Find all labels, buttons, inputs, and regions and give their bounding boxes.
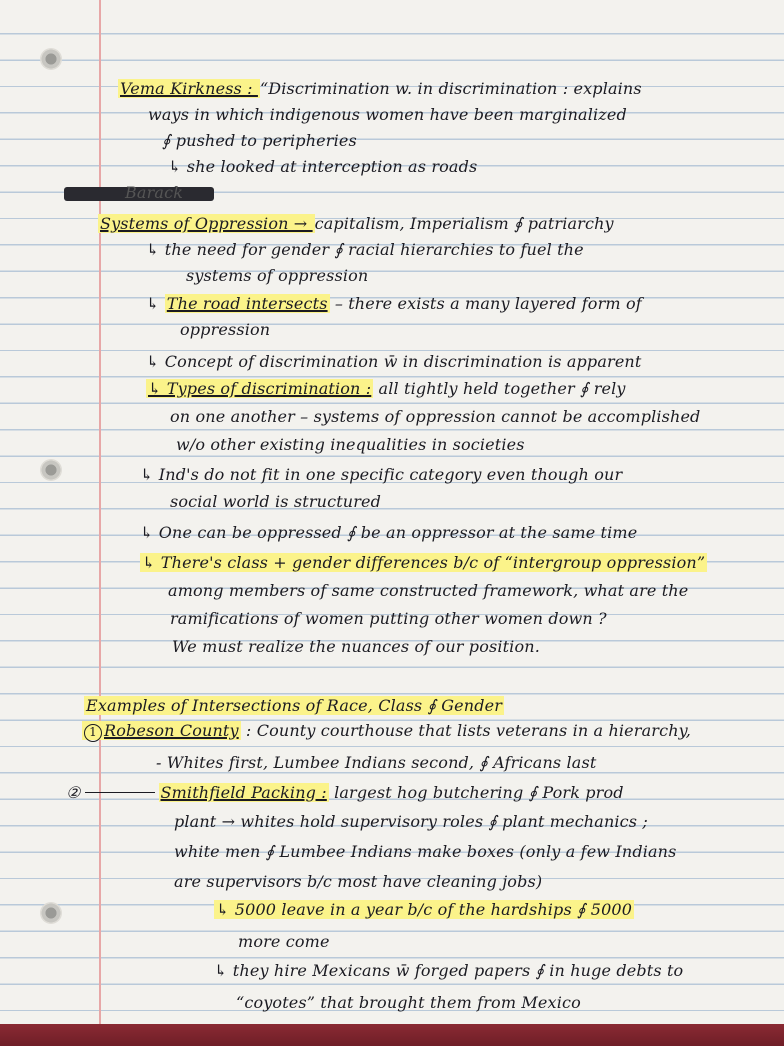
punch-hole <box>40 459 62 481</box>
note-line: ↳ the need for gender ∮ racial hierarchies to fuel the <box>146 240 584 259</box>
note-line: systems of oppression <box>186 266 369 285</box>
note-line: among members of same constructed framework, what are the <box>168 581 689 600</box>
note-line: We must realize the nuances of our position. <box>172 637 540 656</box>
highlighted-term: ↳ Types of discrimination : <box>148 379 372 398</box>
crossed-word: Barack <box>125 183 184 202</box>
note-line: are supervisors b/c most have cleaning jobs) <box>174 872 543 891</box>
note-line: ↳ Ind's do not fit in one specific category even though our <box>140 465 623 484</box>
item-number: ② <box>66 783 81 802</box>
note-line: “coyotes” that brought them from Mexico <box>236 993 581 1012</box>
highlighted-sentence: ↳ 5000 leave in a year b/c of the hardships ∮ 5000 <box>216 900 633 919</box>
pointer-line <box>85 792 155 793</box>
note-line: - Whites first, Lumbee Indians second, ∮ Africans last <box>156 753 597 772</box>
highlighted-term: 1 Robeson County <box>82 721 241 740</box>
note-line <box>140 552 707 574</box>
item-number: 1 <box>84 724 102 742</box>
note-line: social world is structured <box>170 492 382 511</box>
note-line: on one another – systems of oppression cannot be accomplished <box>170 407 701 426</box>
note-line: w/o other existing inequalities in societies <box>176 435 525 454</box>
note-line: oppression <box>180 320 271 339</box>
note-line: white men ∮ Lumbee Indians make boxes (only a few Indians <box>174 842 677 861</box>
highlighted-term: Vema Kirkness : <box>120 79 258 98</box>
punch-hole <box>40 902 62 924</box>
section-heading: Examples of Intersections of Race, Class ∮ Gender <box>86 696 503 715</box>
note-line: Systems of Oppression → capitalism, Imperialism ∮ patriarchy <box>100 214 614 233</box>
note-line: plant → whites hold supervisory roles ∮ plant mechanics ; <box>174 812 648 831</box>
note-line: ↳ they hire Mexicans w̄ forged papers ∮ in huge debts to <box>214 961 684 980</box>
table-surface <box>0 1024 784 1046</box>
note-line: ↳ Types of discrimination : all tightly held together ∮ rely <box>148 379 626 398</box>
note-line: Vema Kirkness : “Discrimination w. in discrimination : explains <box>120 79 642 98</box>
note-line: ramifications of women putting other women down ? <box>170 609 607 628</box>
note-line: ↳ The road intersects – there exists a many layered form of <box>146 294 642 313</box>
highlighted-term: Smithfield Packing : <box>160 783 327 802</box>
note-line: ways in which indigenous women have been marginalized <box>148 105 627 124</box>
margin-line <box>99 0 101 1046</box>
punch-hole <box>40 48 62 70</box>
note-line: ↳ Concept of discrimination w̄ in discrimination is apparent <box>146 352 642 371</box>
note-line: ↳ she looked at interception as roads <box>168 157 478 176</box>
highlighted-sentence: ↳ There's class + gender differences b/c of “intergroup oppression” <box>142 553 706 572</box>
note-line: ② Smithfield Packing : largest hog butchering ∮ Pork prod <box>66 783 624 802</box>
note-line: ↳ One can be oppressed ∮ be an oppressor at the same time <box>140 523 638 542</box>
note-line: 1 Robeson County : County courthouse that lists veterans in a hierarchy, <box>82 720 691 742</box>
note-line: more come <box>238 932 330 951</box>
highlighted-term: The road intersects <box>166 294 328 313</box>
highlighted-term: Systems of Oppression → <box>100 214 313 233</box>
note-line <box>214 899 634 921</box>
note-line: ∮ pushed to peripheries <box>162 131 357 150</box>
